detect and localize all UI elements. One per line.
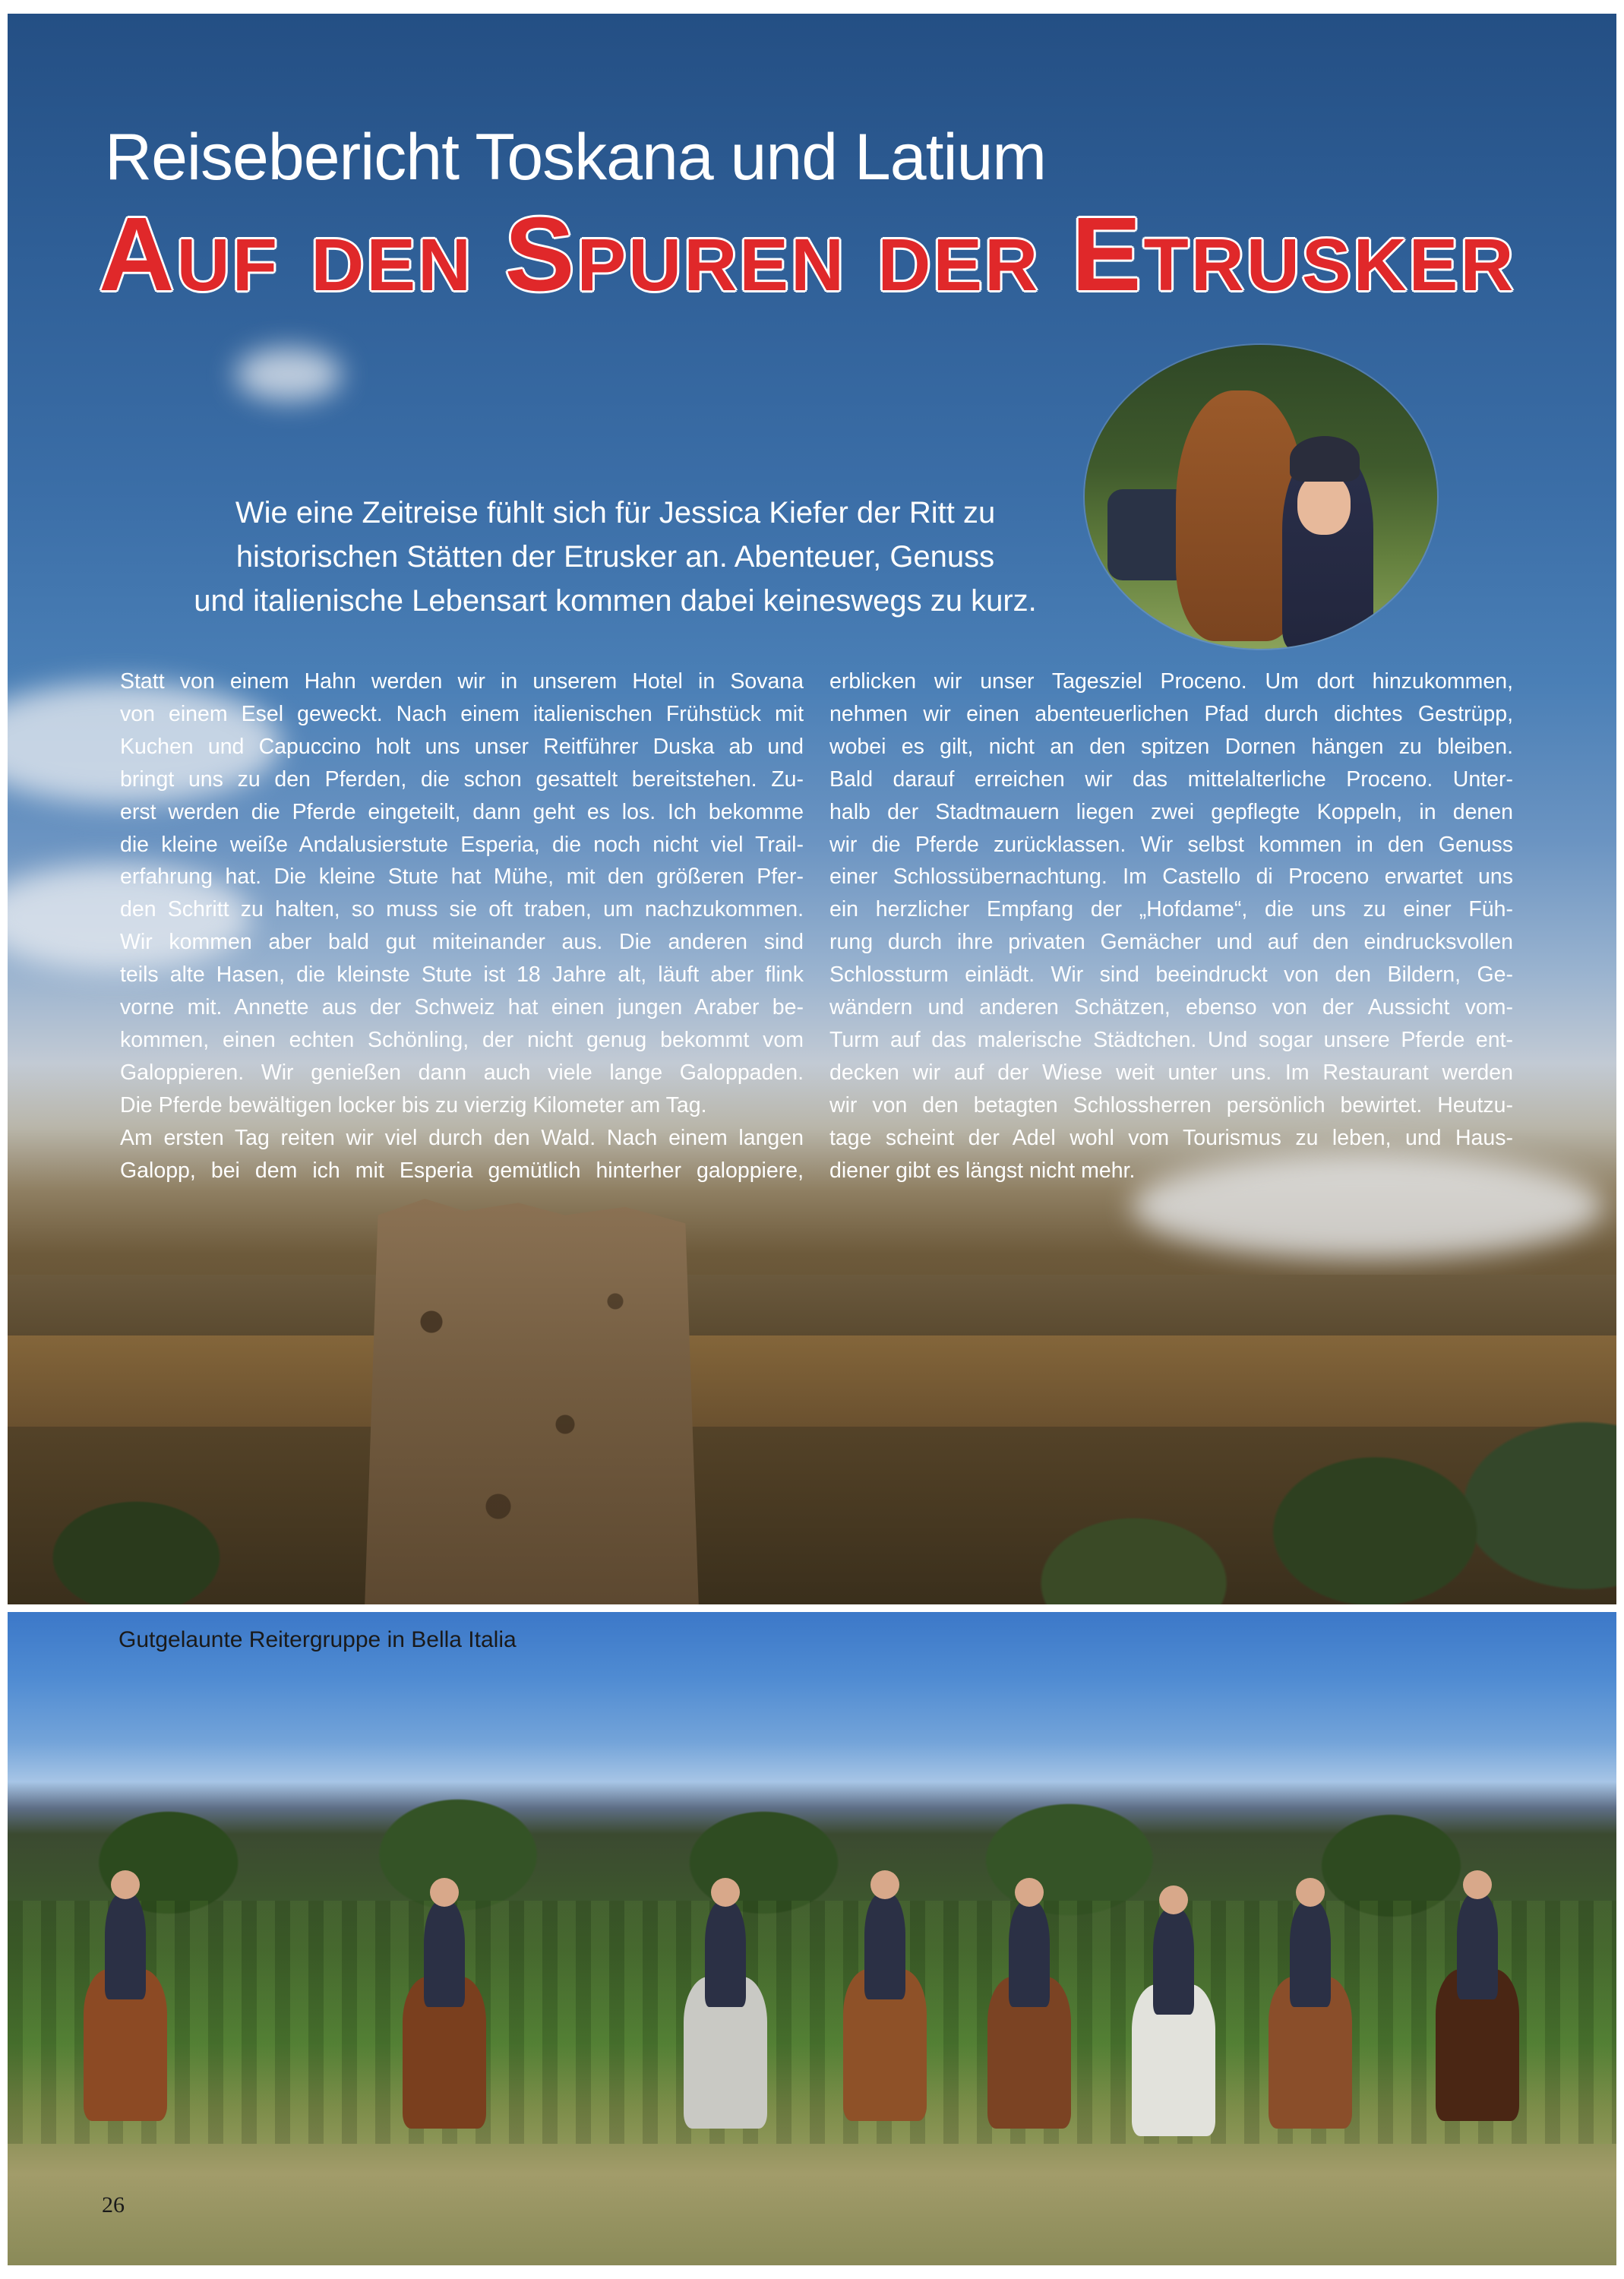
intro-lead <box>114 491 1117 623</box>
body-line: tage scheint der Adel wohl vom Tourismus zu leben, und Haus- <box>829 1125 1513 1150</box>
body-line: teils alte Hasen, die kleinste Stute ist 18 Jahre alt, läuft aber flink <box>120 962 804 988</box>
tree-silhouettes <box>8 1351 1616 1604</box>
photo-caption: Gutgelaunte Reitergruppe in Bella Italia <box>118 1627 517 1652</box>
body-line: Schlossturm einlädt. Wir sind beeindruckt von den Bildern, Ge- <box>829 962 1513 988</box>
body-line: kommen, einen echten Schönling, der nicht genug bekommt vom <box>120 1027 804 1052</box>
body-line: den Schritt zu halten, so muss sie oft traben, um nachzukommen. <box>120 897 804 922</box>
body-line: Galoppieren. Wir genießen dann auch viele lange Galoppaden. <box>120 1060 804 1085</box>
body-line: von einem Esel geweckt. Nach einem italienischen Frühstück mit <box>120 701 804 726</box>
rider-body <box>705 1901 746 2007</box>
body-line: Wir kommen aber bald gut miteinander aus. Die anderen sind <box>120 930 804 955</box>
body-line: einer Schlossübernachtung. Im Castello di Proceno erwartet uns <box>829 865 1513 890</box>
rider-on-horse <box>1261 1901 1360 2129</box>
body-line: ein herzlicher Empfang der „Hofdame“, die uns zu einer Füh- <box>829 897 1513 922</box>
body-line: erblicken wir unser Tagesziel Proceno. Um dort hinzukommen, <box>829 669 1513 694</box>
body-line: Galopp, bei dem ich mit Esperia gemütlich hinterher galoppiere, <box>120 1158 804 1183</box>
rider-on-horse <box>76 1893 175 2121</box>
rider-head <box>111 1870 140 1899</box>
body-line: wir die Pferde zurücklassen. Wir selbst kommen in den Genuss <box>829 832 1513 857</box>
body-line: diener gibt es längst nicht mehr. <box>829 1158 1136 1183</box>
rider-head <box>430 1878 459 1907</box>
body-line: halb der Stadtmauern liegen zwei gepflegte Koppeln, in denen <box>829 799 1513 824</box>
body-line: die kleine weiße Andalusierstute Esperia, die noch nicht viel Trail- <box>120 832 804 857</box>
headline: Auf den Spuren der Etrusker <box>99 196 1516 313</box>
rider-body <box>1153 1908 1194 2015</box>
body-line: vorne mit. Annette aus der Schweiz hat einen jungen Araber be- <box>120 995 804 1020</box>
rider-head <box>1159 1885 1188 1914</box>
page-number: 26 <box>102 2192 125 2217</box>
page-frame <box>8 14 1616 2265</box>
rider-on-horse <box>1428 1893 1527 2121</box>
cloud <box>235 348 342 401</box>
body-line: Kuchen und Capuccino holt uns unser Reitführer Duska ab und <box>120 734 804 759</box>
body-line: nehmen wir einen abenteuerlichen Pfad durch dichtes Gestrüpp, <box>829 701 1513 726</box>
rider-head <box>870 1870 899 1899</box>
body-line: wir von den betagten Schlossherren persönlich bewirtet. Heutzu- <box>829 1092 1513 1117</box>
article-column-right <box>829 665 1513 1187</box>
body-line: Die Pferde bewältigen locker bis zu vierzig Kilometer am Tag. <box>120 1092 707 1117</box>
rider-on-horse <box>836 1893 934 2121</box>
body-line: decken wir auf der Wiese weit unter uns. Im Restaurant werden <box>829 1060 1513 1085</box>
rider-face <box>1297 474 1351 535</box>
body-line: bringt uns zu den Pferden, die schon gesattelt bereitstehen. Zu- <box>120 767 804 792</box>
rider-body <box>1290 1901 1331 2007</box>
article-column-left <box>120 665 804 1187</box>
body-line: Statt von einem Hahn werden wir in unserem Hotel in Sovana <box>120 669 804 694</box>
rider-body <box>105 1893 146 1999</box>
rider-on-horse <box>676 1901 775 2129</box>
vineyard-rows <box>8 1901 1616 2144</box>
rider-on-horse <box>1124 1908 1223 2136</box>
body-line: erst werden die Pferde eingeteilt, dann geht es los. Ich bekomme <box>120 799 804 824</box>
kicker-title: Reisebericht Toskana und Latium <box>105 121 1047 194</box>
body-line: Am ersten Tag reiten wir viel durch den Wald. Nach einem langen <box>120 1125 804 1150</box>
rider-body <box>1457 1893 1498 1999</box>
intro-line: historischen Stätten der Etrusker an. Abenteuer, Genuss <box>235 540 995 574</box>
rider-on-horse <box>395 1901 494 2129</box>
rider-body <box>864 1893 905 1999</box>
body-line: Turm auf das malerische Städtchen. Und sogar unsere Pferde ent- <box>829 1027 1513 1052</box>
rider-head <box>711 1878 740 1907</box>
rider-head <box>1015 1878 1044 1907</box>
rider-body <box>424 1901 465 2007</box>
author-portrait <box>1085 345 1437 649</box>
etruscan-tower <box>365 1199 699 1604</box>
rider-head <box>1296 1878 1325 1907</box>
hill-band <box>8 1275 1616 1335</box>
rider-on-horse <box>980 1901 1079 2129</box>
body-line: erfahrung hat. Die kleine Stute hat Mühe, mit den größeren Pfer- <box>120 865 804 890</box>
rider-head <box>1463 1870 1492 1899</box>
body-line: Bald darauf erreichen wir das mittelalterliche Proceno. Unter- <box>829 767 1513 792</box>
body-line: wändern und anderen Schätzen, ebenso von der Aussicht vom- <box>829 995 1513 1020</box>
intro-line: Wie eine Zeitreise fühlt sich für Jessica Kiefer der Ritt zu <box>235 496 996 529</box>
body-line: wobei es gilt, nicht an den spitzen Dornen hängen zu bleiben. <box>829 734 1513 759</box>
body-line: rung durch ihre privaten Gemächer und auf den eindrucksvollen <box>829 930 1513 955</box>
riding-helmet <box>1290 436 1360 482</box>
group-photo <box>8 1612 1616 2265</box>
rider-body <box>1009 1901 1050 2007</box>
intro-line: und italienische Lebensart kommen dabei keineswegs zu kurz. <box>194 584 1037 618</box>
